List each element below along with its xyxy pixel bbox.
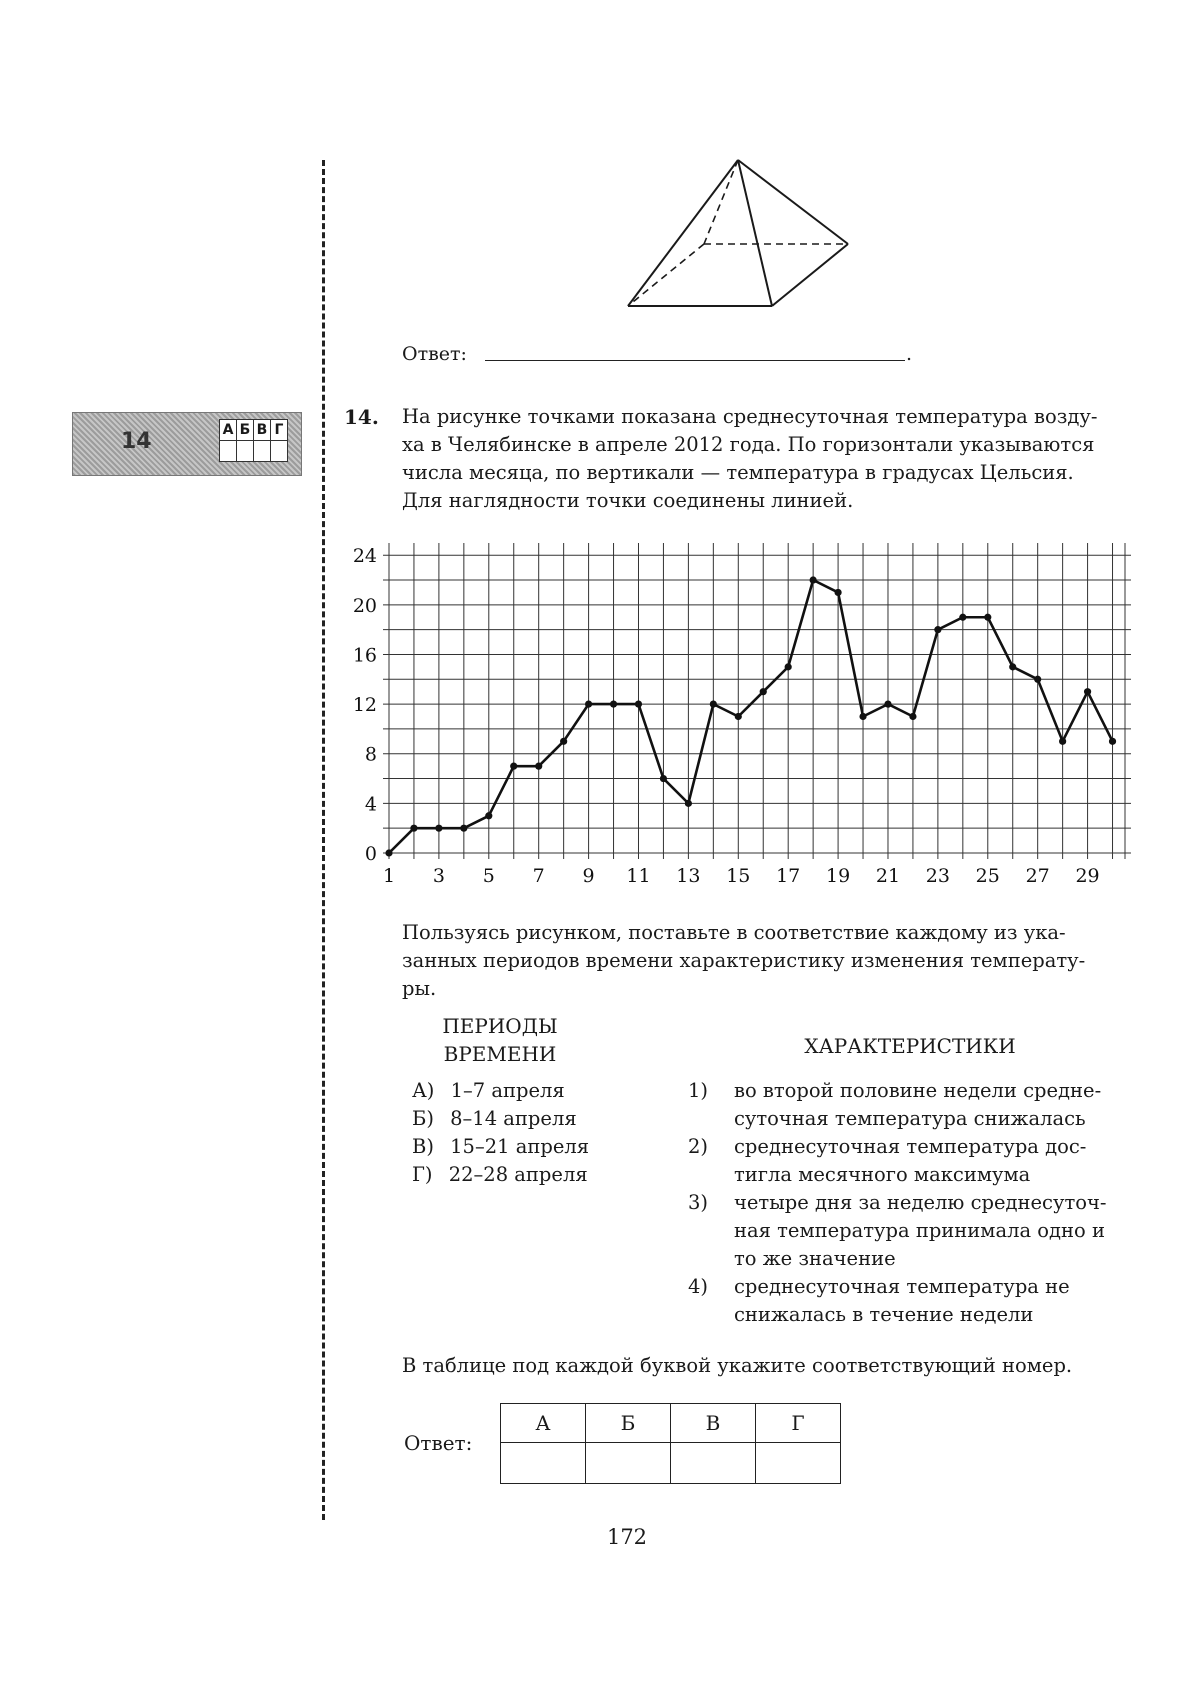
answer-period: . bbox=[906, 343, 913, 365]
x-tick-label: 3 bbox=[432, 865, 445, 887]
badge-letter: Б bbox=[237, 420, 254, 441]
y-tick-label: 12 bbox=[352, 694, 377, 717]
characteristic-line: снижалась в течение недели bbox=[734, 1303, 1034, 1326]
task-text-line: На рисунке точками показана среднесуточная температура возду- bbox=[402, 405, 1098, 428]
x-tick-label: 11 bbox=[626, 865, 651, 887]
data-point bbox=[1109, 738, 1116, 745]
badge-letter: А bbox=[220, 420, 237, 441]
answer-label: Ответ: bbox=[402, 343, 467, 365]
period-item bbox=[412, 1077, 565, 1105]
characteristic-num: 1) bbox=[688, 1079, 709, 1102]
data-point bbox=[834, 589, 841, 596]
data-point bbox=[785, 663, 792, 670]
data-point bbox=[934, 626, 941, 633]
data-point bbox=[1034, 676, 1041, 683]
x-tick-label: 27 bbox=[1025, 865, 1050, 887]
characteristic-text bbox=[734, 1273, 1070, 1329]
characteristic-text bbox=[734, 1077, 1101, 1133]
data-point bbox=[460, 825, 467, 832]
answer-cell[interactable] bbox=[671, 1443, 756, 1484]
characteristics-heading: ХАРАКТЕРИСТИКИ bbox=[804, 1034, 1016, 1058]
task-text-line: Для наглядности точки соединены линией. bbox=[402, 489, 854, 512]
task-number: 14. bbox=[344, 405, 379, 429]
data-point bbox=[485, 812, 492, 819]
data-point bbox=[884, 701, 891, 708]
data-point bbox=[635, 701, 642, 708]
characteristic-line: среднесуточная температура не bbox=[734, 1275, 1070, 1298]
data-point bbox=[585, 701, 592, 708]
data-point bbox=[610, 701, 617, 708]
badge-number: 14 bbox=[121, 429, 152, 454]
characteristic-line: суточная температура снижалась bbox=[734, 1107, 1086, 1130]
cut-line bbox=[322, 160, 325, 1520]
characteristic-num: 2) bbox=[688, 1135, 709, 1158]
task-text-line: числа месяца, по вертикали — температура в градусах Цельсия. bbox=[402, 461, 1074, 484]
badge-letter: Г bbox=[271, 420, 288, 441]
periods-heading bbox=[420, 1012, 580, 1068]
data-point bbox=[435, 825, 442, 832]
answer-cell[interactable] bbox=[501, 1443, 586, 1484]
instruction-line: Пользуясь рисунком, поставьте в соответствие каждому из ука- bbox=[402, 921, 1066, 944]
x-tick-label: 17 bbox=[776, 865, 801, 887]
characteristic-line: среднесуточная температура дос- bbox=[734, 1135, 1087, 1158]
answer-table-header: Г bbox=[756, 1404, 841, 1443]
answer-cell[interactable] bbox=[586, 1443, 671, 1484]
temperature-chart bbox=[340, 535, 1140, 900]
period-letter: Б) bbox=[412, 1107, 434, 1130]
period-text: 15–21 апреля bbox=[450, 1135, 590, 1158]
answer-cell[interactable] bbox=[756, 1443, 841, 1484]
answer-table-header: В bbox=[671, 1404, 756, 1443]
x-tick-label: 13 bbox=[676, 865, 701, 887]
data-point bbox=[959, 614, 966, 621]
badge-answer-grid bbox=[219, 419, 288, 462]
badge-letter: В bbox=[254, 420, 271, 441]
data-point bbox=[909, 713, 916, 720]
data-point bbox=[1009, 663, 1016, 670]
data-point bbox=[685, 800, 692, 807]
period-letter: А) bbox=[412, 1079, 435, 1102]
answer-table-header: Б bbox=[586, 1404, 671, 1443]
x-tick-label: 21 bbox=[875, 865, 901, 887]
y-tick-label: 0 bbox=[364, 843, 377, 865]
period-text: 8–14 апреля bbox=[450, 1107, 577, 1130]
y-tick-label: 4 bbox=[364, 793, 377, 816]
characteristic-line: ная температура принимала одно и bbox=[734, 1219, 1105, 1242]
data-point bbox=[760, 688, 767, 695]
x-tick-label: 23 bbox=[925, 865, 950, 887]
answer-input-line[interactable] bbox=[485, 360, 905, 361]
data-point bbox=[984, 614, 991, 621]
x-tick-label: 29 bbox=[1075, 865, 1100, 887]
period-letter: В) bbox=[412, 1135, 434, 1158]
period-item bbox=[412, 1161, 588, 1189]
task-text bbox=[402, 403, 1132, 515]
y-tick-label: 16 bbox=[352, 644, 377, 667]
x-tick-label: 9 bbox=[582, 865, 595, 887]
characteristic-line: во второй половине недели средне- bbox=[734, 1079, 1102, 1102]
temperature-series-line bbox=[389, 580, 1113, 853]
periods-heading-line: ПЕРИОДЫ bbox=[442, 1014, 558, 1038]
x-tick-label: 25 bbox=[975, 865, 1000, 887]
badge-cell[interactable] bbox=[237, 441, 254, 462]
data-point bbox=[810, 576, 817, 583]
data-point bbox=[859, 713, 866, 720]
y-tick-label: 20 bbox=[352, 594, 377, 617]
answer-table-label: Ответ: bbox=[404, 1431, 473, 1455]
characteristic-line: то же значение bbox=[734, 1247, 896, 1270]
characteristic-num: 4) bbox=[688, 1275, 709, 1298]
data-point bbox=[510, 763, 517, 770]
period-text: 22–28 апреля bbox=[448, 1163, 588, 1186]
data-point bbox=[710, 701, 717, 708]
characteristic-text bbox=[734, 1133, 1086, 1189]
period-item bbox=[412, 1105, 577, 1133]
badge-cell[interactable] bbox=[220, 441, 237, 462]
data-point bbox=[660, 775, 667, 782]
instruction-line: ры. bbox=[402, 977, 437, 1000]
data-point bbox=[410, 825, 417, 832]
characteristic-line: четыре дня за неделю среднесуточ- bbox=[734, 1191, 1107, 1214]
task-badge bbox=[72, 412, 302, 476]
x-tick-label: 15 bbox=[726, 865, 751, 887]
data-point bbox=[535, 763, 542, 770]
periods-heading-line: ВРЕМЕНИ bbox=[443, 1042, 557, 1066]
x-tick-label: 1 bbox=[382, 865, 396, 887]
instruction-line: занных периодов времени характеристику изменения температу- bbox=[402, 949, 1086, 972]
data-point bbox=[735, 713, 742, 720]
data-point bbox=[1084, 688, 1091, 695]
x-tick-label: 5 bbox=[482, 865, 495, 887]
data-point bbox=[560, 738, 567, 745]
characteristic-line: тигла месячного максимума bbox=[734, 1163, 1031, 1186]
answer-table-header: А bbox=[501, 1404, 586, 1443]
table-instruction: В таблице под каждой буквой укажите соответствующий номер. bbox=[402, 1354, 1073, 1377]
period-letter: Г) bbox=[412, 1163, 433, 1186]
period-item bbox=[412, 1133, 589, 1161]
x-tick-label: 7 bbox=[532, 865, 545, 887]
answer-table bbox=[500, 1403, 841, 1484]
page-number: 172 bbox=[606, 1525, 648, 1549]
data-point bbox=[385, 849, 392, 856]
y-tick-label: 24 bbox=[352, 545, 377, 568]
badge-cell[interactable] bbox=[271, 441, 288, 462]
characteristic-num: 3) bbox=[688, 1191, 709, 1214]
task-text-line: ха в Челябинске в апреле 2012 года. По горизонтали указываются bbox=[402, 433, 1095, 456]
x-tick-label: 19 bbox=[825, 865, 851, 887]
period-text: 1–7 апреля bbox=[450, 1079, 565, 1102]
pyramid-figure bbox=[600, 150, 860, 320]
badge-cell[interactable] bbox=[254, 441, 271, 462]
y-tick-label: 8 bbox=[364, 743, 377, 766]
instruction-text bbox=[402, 919, 1132, 1003]
characteristic-text bbox=[734, 1189, 1106, 1273]
data-point bbox=[1059, 738, 1066, 745]
